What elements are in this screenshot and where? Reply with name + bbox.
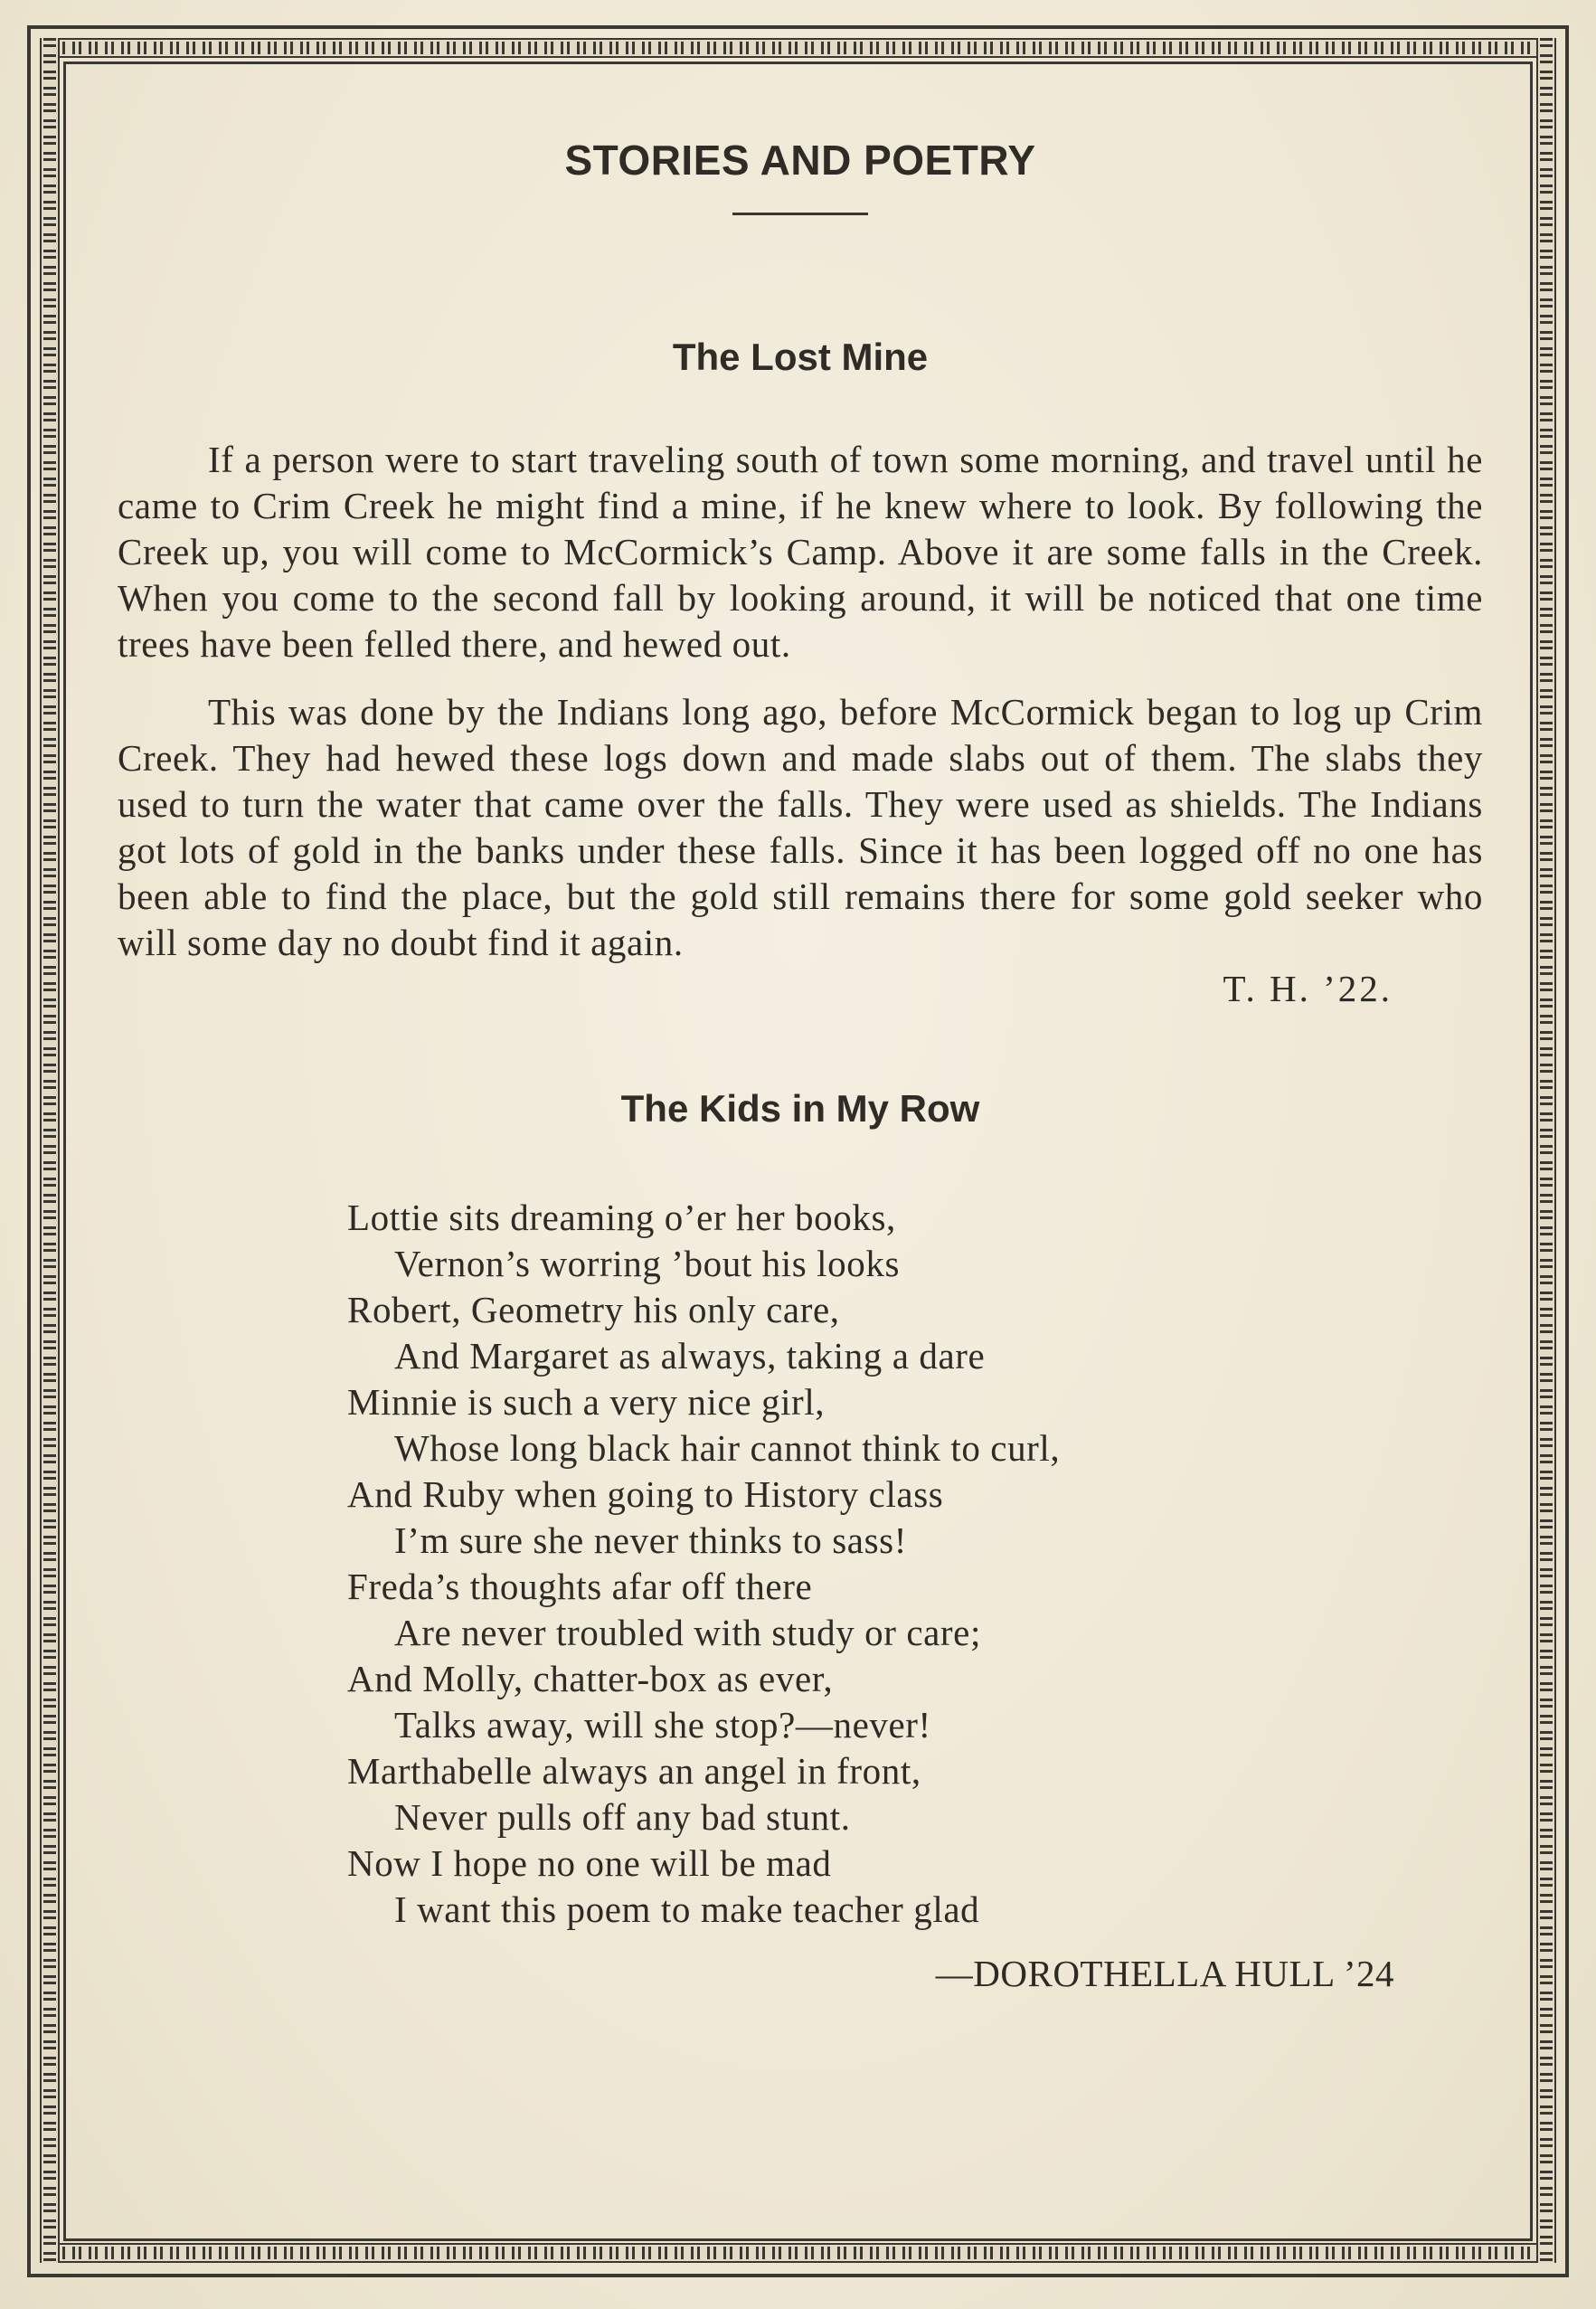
story-paragraph-2: This was done by the Indians long ago, before McCormick began to log up Crim Creek. They had hewed these logs down and made slabs out of them. The slabs they used to turn the water that came over the falls. They were used as shields. The Indians got lots of gold in the banks under these falls. Since it has been logged off no one has been able to find the place, but the gold still remains there for some gold seeker who will some day no doubt find it again. bbox=[118, 690, 1483, 963]
story-paragraph-1: If a person were to start traveling south of town some morning, and travel until he came to Crim Creek he might find a mine, if he knew where to look. By following the Creek up, you will come to McCormick’s Camp. Above it are some falls in the Creek. When you come to the second fall by looking around, it will be noticed that one time trees have been felled there, and hewed out. bbox=[118, 438, 1483, 665]
decorative-border-right bbox=[1536, 38, 1556, 2263]
poem-line: Minnie is such a very nice girl, bbox=[347, 1380, 826, 1423]
poem-signature: —DOROTHELLA HULL ’24 bbox=[935, 1952, 1394, 1994]
story-title-lost-mine: The Lost Mine bbox=[672, 336, 929, 379]
poem-line: And Molly, chatter-box as ever, bbox=[347, 1657, 834, 1699]
poem bbox=[347, 1195, 1483, 1933]
poem-line: And Margaret as always, taking a dare bbox=[394, 1334, 986, 1377]
title-divider bbox=[732, 213, 868, 215]
poem-line: Now I hope no one will be mad bbox=[347, 1841, 832, 1884]
poem-line: Freda’s thoughts afar off there bbox=[347, 1565, 813, 1607]
poem-line: Marthabelle always an angel in front, bbox=[347, 1749, 921, 1792]
poem-title-kids-in-my-row: The Kids in My Row bbox=[620, 1086, 980, 1130]
decorative-border-bottom bbox=[40, 2243, 1556, 2263]
poem-line: Talks away, will she stop?—never! bbox=[394, 1703, 931, 1746]
poem-line: Never pulls off any bad stunt. bbox=[394, 1795, 851, 1838]
section-title: STORIES AND POETRY bbox=[564, 137, 1036, 184]
poem-line: And Ruby when going to History class bbox=[347, 1472, 944, 1515]
poem-line: Robert, Geometry his only care, bbox=[347, 1288, 840, 1330]
page-content bbox=[118, 136, 1483, 1997]
poem-line: Vernon’s worring ’bout his looks bbox=[394, 1242, 901, 1284]
poem-line: Lottie sits dreaming o’er her books, bbox=[347, 1196, 896, 1238]
poem-line: Are never troubled with study or care; bbox=[394, 1611, 981, 1653]
poem-line: I’m sure she never thinks to sass! bbox=[394, 1519, 907, 1561]
story-credit: T. H. ’22. bbox=[1223, 967, 1393, 1009]
decorative-border-left bbox=[40, 38, 60, 2263]
poem-line: Whose long black hair cannot think to curl, bbox=[394, 1426, 1061, 1469]
poem-line: I want this poem to make teacher glad bbox=[394, 1888, 980, 1930]
decorative-border-top bbox=[40, 38, 1556, 58]
